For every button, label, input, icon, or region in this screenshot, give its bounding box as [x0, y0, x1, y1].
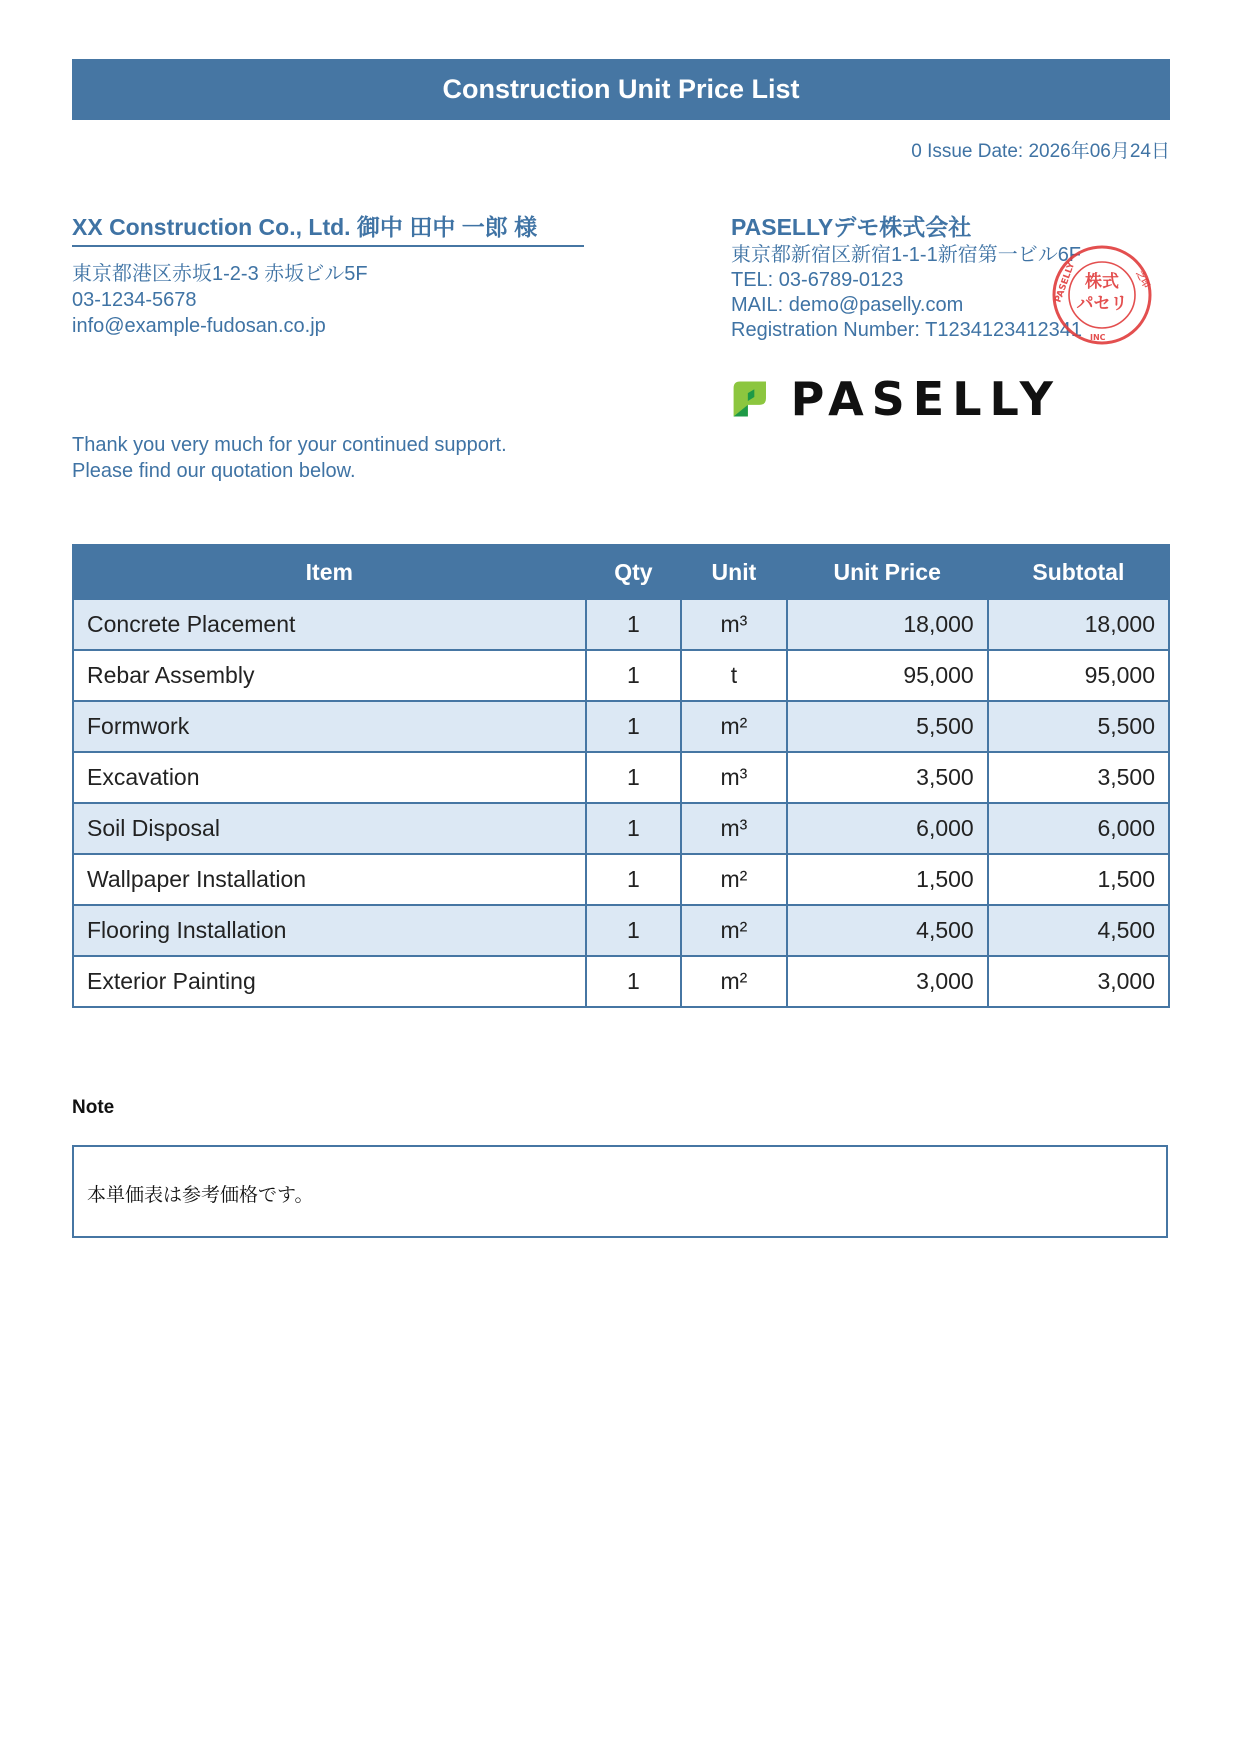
cell-unit-price: 4,500	[787, 905, 988, 956]
svg-text:株式: 株式	[1085, 272, 1119, 292]
header-qty: Qty	[586, 545, 682, 599]
client-email: info@example-fudosan.co.jp	[72, 315, 326, 337]
cell-unit: m²	[681, 701, 787, 752]
table-row	[73, 803, 1169, 854]
cell-unit: m³	[681, 752, 787, 803]
cell-item: Concrete Placement	[73, 599, 586, 650]
svg-text:パセリ: パセリ	[1076, 294, 1128, 314]
logo-mark-icon	[731, 368, 769, 430]
cell-item: Excavation	[73, 752, 586, 803]
note-text: 本単価表は参考価格です。	[87, 1185, 314, 1206]
note-box	[72, 1145, 1168, 1238]
cell-unit-price: 6,000	[787, 803, 988, 854]
cell-unit-price: 5,500	[787, 701, 988, 752]
greeting	[72, 432, 507, 484]
svg-text:之印: 之印	[1133, 269, 1152, 291]
cell-item: Soil Disposal	[73, 803, 586, 854]
svg-text:PASELLY: PASELLY	[1053, 261, 1078, 305]
cell-unit: m²	[681, 905, 787, 956]
cell-item: Wallpaper Installation	[73, 854, 586, 905]
header-unit: Unit	[681, 545, 787, 599]
cell-unit: t	[681, 650, 787, 701]
client-address: 東京都港区赤坂1-2-3 赤坂ビル5F	[72, 263, 368, 285]
cell-qty: 1	[586, 803, 682, 854]
cell-item: Exterior Painting	[73, 956, 586, 1007]
header-item: Item	[73, 545, 586, 599]
client-name: XX Construction Co., Ltd. 御中 田中 一郎 様	[72, 213, 584, 247]
cell-subtotal: 5,500	[988, 701, 1169, 752]
table-row	[73, 701, 1169, 752]
cell-qty: 1	[586, 854, 682, 905]
company-seal-stamp	[1050, 243, 1154, 347]
cell-unit: m²	[681, 854, 787, 905]
company-logo	[731, 368, 1061, 430]
table-row	[73, 956, 1169, 1007]
cell-unit: m²	[681, 956, 787, 1007]
cell-subtotal: 18,000	[988, 599, 1169, 650]
cell-subtotal: 3,000	[988, 956, 1169, 1007]
sender-registration: Registration Number: T1234123412341	[731, 319, 1082, 341]
cell-unit-price: 3,000	[787, 956, 988, 1007]
cell-item: Rebar Assembly	[73, 650, 586, 701]
cell-qty: 1	[586, 650, 682, 701]
sender-address: 東京都新宿区新宿1-1-1新宿第一ビル6F	[731, 244, 1082, 266]
greeting-line-1: Thank you very much for your continued support.	[72, 434, 507, 456]
header-unit-price: Unit Price	[787, 545, 988, 599]
table-row	[73, 854, 1169, 905]
cell-item: Formwork	[73, 701, 586, 752]
price-table	[72, 544, 1170, 1008]
cell-qty: 1	[586, 752, 682, 803]
client-block	[72, 213, 584, 339]
client-contact	[72, 261, 584, 339]
client-phone: 03-1234-5678	[72, 289, 197, 311]
table-row	[73, 599, 1169, 650]
cell-unit: m³	[681, 599, 787, 650]
cell-subtotal: 4,500	[988, 905, 1169, 956]
table-header-row	[73, 545, 1169, 599]
cell-unit-price: 3,500	[787, 752, 988, 803]
table-row	[73, 752, 1169, 803]
cell-qty: 1	[586, 599, 682, 650]
svg-text:INC: INC	[1090, 333, 1106, 342]
cell-qty: 1	[586, 956, 682, 1007]
table-row	[73, 650, 1169, 701]
note-label: Note	[72, 1097, 115, 1118]
sender-mail: MAIL: demo@paselly.com	[731, 294, 964, 316]
sender-tel: TEL: 03-6789-0123	[731, 269, 904, 291]
cell-subtotal: 3,500	[988, 752, 1169, 803]
cell-unit-price: 1,500	[787, 854, 988, 905]
header-subtotal: Subtotal	[988, 545, 1169, 599]
table-row	[73, 905, 1169, 956]
cell-qty: 1	[586, 701, 682, 752]
cell-unit-price: 18,000	[787, 599, 988, 650]
cell-unit-price: 95,000	[787, 650, 988, 701]
logo-wordmark: PASELLY	[790, 372, 1061, 426]
cell-subtotal: 1,500	[988, 854, 1169, 905]
cell-subtotal: 95,000	[988, 650, 1169, 701]
sender-name: PASELLYデモ株式会社	[731, 214, 972, 240]
cell-unit: m³	[681, 803, 787, 854]
cell-item: Flooring Installation	[73, 905, 586, 956]
document-title: Construction Unit Price List	[72, 59, 1170, 120]
greeting-line-2: Please find our quotation below.	[72, 460, 356, 482]
cell-qty: 1	[586, 905, 682, 956]
issue-date: 0 Issue Date: 2026年06月24日	[911, 141, 1170, 162]
cell-subtotal: 6,000	[988, 803, 1169, 854]
